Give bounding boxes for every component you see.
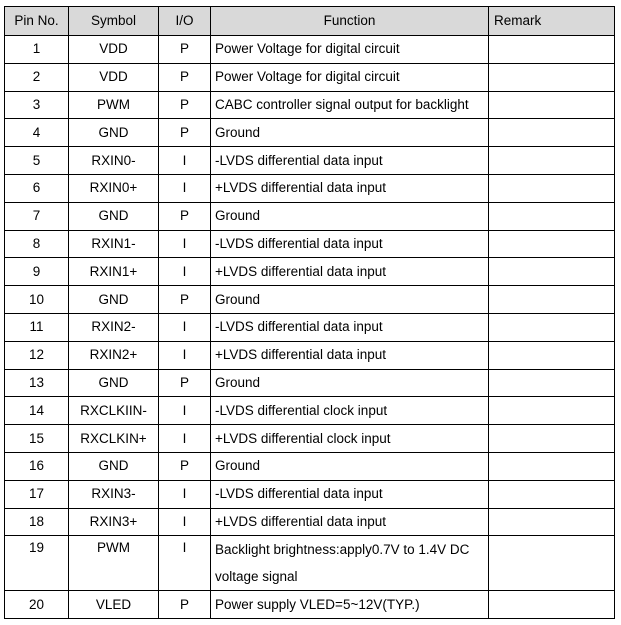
io-cell: I (159, 536, 211, 591)
function-cell: -LVDS differential data input (211, 230, 489, 258)
table-row (5, 313, 615, 341)
table-row (5, 63, 615, 91)
pin-cell: 4 (5, 119, 69, 147)
io-cell: I (159, 508, 211, 536)
pin-cell: 6 (5, 174, 69, 202)
symbol-cell: RXIN1- (69, 230, 159, 258)
remark-cell (489, 91, 615, 119)
function-cell: +LVDS differential data input (211, 341, 489, 369)
symbol-cell: RXIN2+ (69, 341, 159, 369)
remark-cell (489, 313, 615, 341)
symbol-cell: RXCLKIIN- (69, 397, 159, 425)
function-cell: -LVDS differential data input (211, 480, 489, 508)
symbol-cell: GND (69, 286, 159, 314)
function-cell: Power Voltage for digital circuit (211, 36, 489, 64)
remark-cell (489, 230, 615, 258)
function-cell: Ground (211, 119, 489, 147)
table-row (5, 536, 615, 591)
table-body (5, 36, 615, 619)
remark-cell (489, 536, 615, 591)
remark-cell (489, 258, 615, 286)
symbol-cell: RXIN2- (69, 313, 159, 341)
remark-cell (489, 425, 615, 453)
remark-cell (489, 119, 615, 147)
io-cell: I (159, 480, 211, 508)
remark-cell (489, 202, 615, 230)
symbol-cell: PWM (69, 91, 159, 119)
pin-cell: 10 (5, 286, 69, 314)
table-row (5, 480, 615, 508)
symbol-cell: RXCLKIN+ (69, 425, 159, 453)
pin-cell: 11 (5, 313, 69, 341)
symbol-cell: GND (69, 369, 159, 397)
function-cell: +LVDS differential data input (211, 174, 489, 202)
table-row (5, 397, 615, 425)
pin-cell: 1 (5, 36, 69, 64)
function-cell: Ground (211, 369, 489, 397)
pin-cell: 16 (5, 452, 69, 480)
function-cell: CABC controller signal output for backlight (211, 91, 489, 119)
header-symbol: Symbol (69, 7, 159, 36)
symbol-cell: RXIN0+ (69, 174, 159, 202)
pin-cell: 20 (5, 591, 69, 619)
symbol-cell: GND (69, 202, 159, 230)
function-cell: -LVDS differential data input (211, 313, 489, 341)
symbol-cell: RXIN1+ (69, 258, 159, 286)
header-io: I/O (159, 7, 211, 36)
io-cell: I (159, 425, 211, 453)
remark-cell (489, 480, 615, 508)
function-cell: Backlight brightness:apply0.7V to 1.4V DC voltage signal (211, 536, 489, 591)
io-cell: P (159, 369, 211, 397)
pin-cell: 7 (5, 202, 69, 230)
io-cell: I (159, 174, 211, 202)
function-cell: Power Voltage for digital circuit (211, 63, 489, 91)
io-cell: P (159, 91, 211, 119)
symbol-cell: VLED (69, 591, 159, 619)
remark-cell (489, 397, 615, 425)
pin-cell: 15 (5, 425, 69, 453)
symbol-cell: VDD (69, 36, 159, 64)
io-cell: P (159, 36, 211, 64)
pin-cell: 3 (5, 91, 69, 119)
remark-cell (489, 452, 615, 480)
symbol-cell: RXIN3+ (69, 508, 159, 536)
table-row (5, 119, 615, 147)
symbol-cell: GND (69, 452, 159, 480)
table-row (5, 508, 615, 536)
io-cell: I (159, 341, 211, 369)
remark-cell (489, 147, 615, 175)
io-cell: I (159, 147, 211, 175)
function-cell: +LVDS differential clock input (211, 425, 489, 453)
remark-cell (489, 591, 615, 619)
symbol-cell: GND (69, 119, 159, 147)
remark-cell (489, 36, 615, 64)
table-row (5, 174, 615, 202)
table-row (5, 369, 615, 397)
remark-cell (489, 369, 615, 397)
function-cell: -LVDS differential data input (211, 147, 489, 175)
symbol-cell: RXIN3- (69, 480, 159, 508)
remark-cell (489, 174, 615, 202)
table-row (5, 36, 615, 64)
remark-cell (489, 508, 615, 536)
pin-cell: 18 (5, 508, 69, 536)
io-cell: I (159, 313, 211, 341)
function-cell: Ground (211, 202, 489, 230)
io-cell: P (159, 286, 211, 314)
pin-cell: 8 (5, 230, 69, 258)
pin-cell: 2 (5, 63, 69, 91)
table-row (5, 341, 615, 369)
io-cell: P (159, 591, 211, 619)
symbol-cell: VDD (69, 63, 159, 91)
table-row (5, 147, 615, 175)
table-row (5, 591, 615, 619)
pin-cell: 9 (5, 258, 69, 286)
io-cell: I (159, 397, 211, 425)
pin-cell: 14 (5, 397, 69, 425)
io-cell: P (159, 63, 211, 91)
io-cell: P (159, 202, 211, 230)
remark-cell (489, 341, 615, 369)
pin-cell: 12 (5, 341, 69, 369)
io-cell: P (159, 452, 211, 480)
pin-cell: 5 (5, 147, 69, 175)
function-cell: +LVDS differential data input (211, 258, 489, 286)
header-row (5, 7, 615, 36)
remark-cell (489, 63, 615, 91)
table-row (5, 452, 615, 480)
io-cell: P (159, 119, 211, 147)
pin-cell: 13 (5, 369, 69, 397)
header-pin-no: Pin No. (5, 7, 69, 36)
function-cell: -LVDS differential clock input (211, 397, 489, 425)
function-cell: Ground (211, 452, 489, 480)
table-header (5, 7, 615, 36)
pin-cell: 17 (5, 480, 69, 508)
remark-cell (489, 286, 615, 314)
pin-cell: 19 (5, 536, 69, 591)
table-row (5, 258, 615, 286)
table-row (5, 286, 615, 314)
table-row (5, 91, 615, 119)
pin-assignment-table (4, 6, 615, 619)
function-cell: Power supply VLED=5~12V(TYP.) (211, 591, 489, 619)
header-function: Function (211, 7, 489, 36)
io-cell: I (159, 230, 211, 258)
table-row (5, 202, 615, 230)
table-row (5, 425, 615, 453)
function-cell: Ground (211, 286, 489, 314)
table-row (5, 230, 615, 258)
symbol-cell: RXIN0- (69, 147, 159, 175)
header-remark: Remark (489, 7, 615, 36)
symbol-cell: PWM (69, 536, 159, 591)
io-cell: I (159, 258, 211, 286)
function-cell: +LVDS differential data input (211, 508, 489, 536)
